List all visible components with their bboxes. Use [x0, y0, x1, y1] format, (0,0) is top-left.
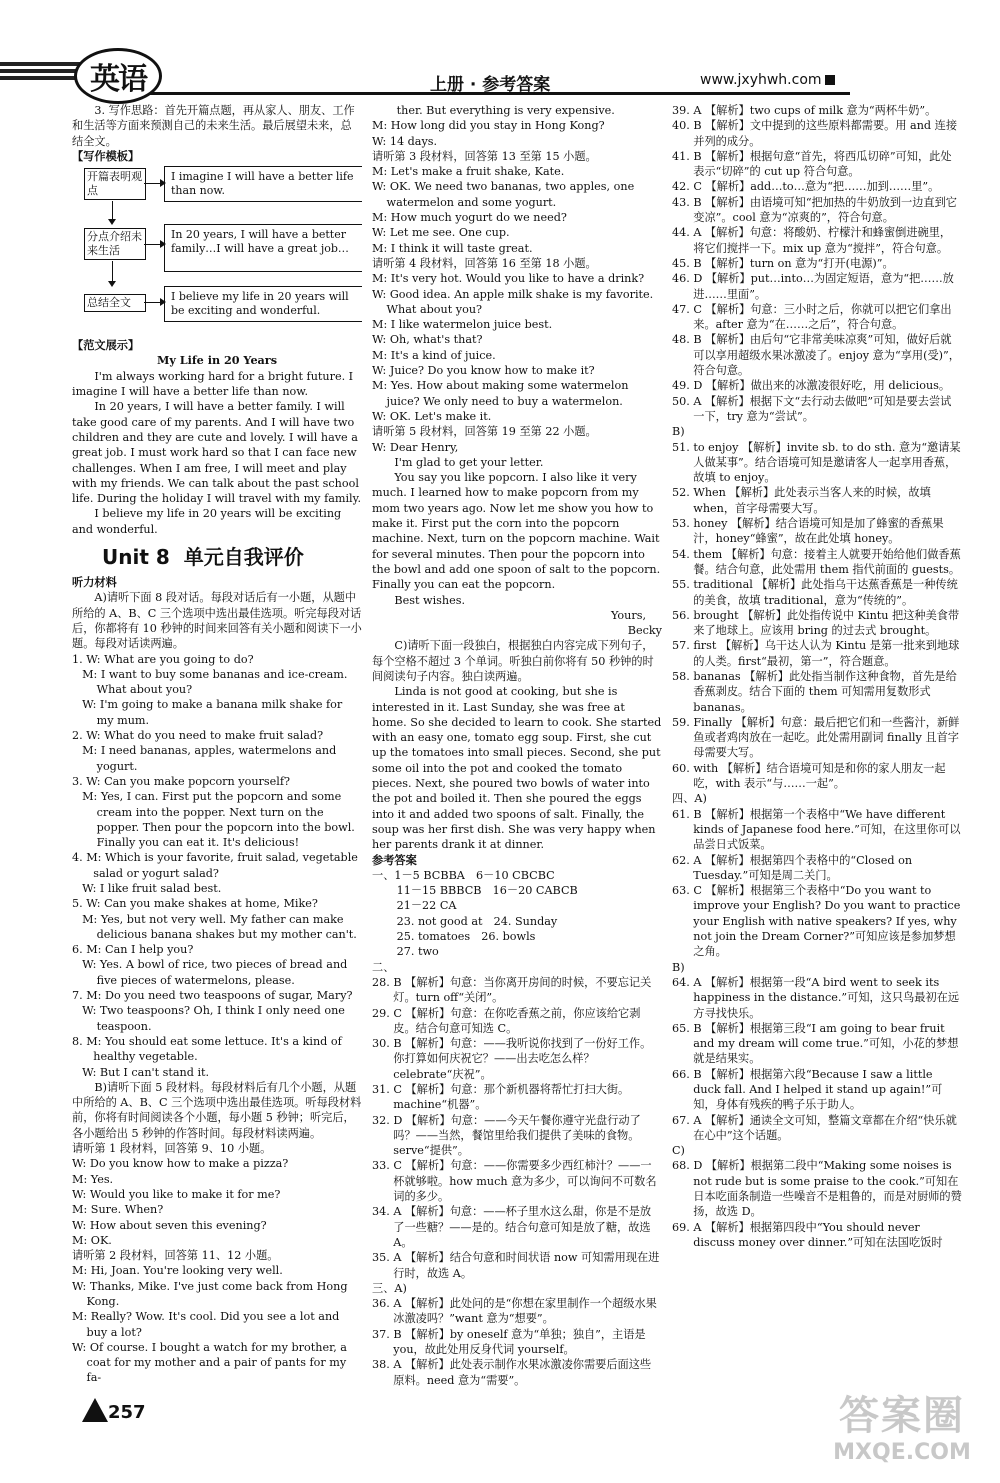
answer-item: 40. B 【解析】文中提到的这些原料都需要。用 and 连接并列的成分。 [672, 119, 958, 148]
listening-label: 听力材料 [72, 575, 117, 590]
letter-paragraph: You say you like popcorn. I also like it very much. I learned how to make popcorn from my mom two years ago. Now let me show you how to make it. First put the corn into the popcorn machine. Next, turn on the popcorn machine. Wait for several minutes. Then pour the popcorn into the bowl and add one spoon of salt to the popcorn. Finally you can eat the popcorn. [372, 471, 661, 592]
answer-item: 52. When 【解析】此处表示当客人来的时候，故填 when，首字母需要大写。 [672, 486, 931, 515]
part-a-intro: A)请听下面 8 段对话。每段对话后有一小题，从题中所给的 A、B、C 三个选项中选出最佳选项。听完每段对话后，你都将有 10 秒钟的时间来回答有关小题和阅读下一小题。每段对话读两遍。 [72, 591, 362, 651]
arrow-right-icon [144, 183, 164, 184]
square-icon [825, 75, 835, 85]
dialogue-line: W: Thanks, Mike. I've just come back from Hong Kong. [72, 1279, 348, 1308]
answer-line: 11－15 BBBCB 16－20 CABCB [396, 884, 578, 898]
answer-item: 36. A 【解析】此处问的是“你想在家里制作一个超级水果冰激凌吗？”want 意为“想要”。 [372, 1297, 657, 1326]
writing-idea: 3. 写作思路：首先开篇点题，再从家人、朋友、工作和生活等方面来预测自己的未来生活。最后展望未来，总结全文。 [72, 104, 355, 148]
letter-paragraph: I'm glad to get your letter. [394, 455, 544, 469]
answer-item: 43. B 【解析】由语境可知“把加热的牛奶放到一边直到它变凉”。cool 意为“凉爽的”，符合句意。 [672, 195, 957, 225]
answer-line: 21－22 CA [396, 899, 457, 913]
section-label: C) [672, 1144, 685, 1158]
material-intro: 请听第 1 段材料，回答第 9、10 小题。 [72, 1142, 272, 1156]
dialogue-line: W: How about seven this evening? [72, 1218, 267, 1232]
dialogue-line: 2. W: What do you need to make fruit salad? [72, 729, 324, 743]
dialogue-line: M: Yes, I can. First put the popcorn and some cream into the popper. Next turn on the popper. Then pour the popcorn into the bowl. Finally you can eat it. It's delicious! [82, 790, 355, 850]
section-label: B) [672, 960, 685, 974]
answer-item: 39. A 【解析】two cups of milk 意为“两杯牛奶”。 [672, 104, 937, 117]
part-b-intro: B)请听下面 5 段材料。每段材料后有几个小题，从题中所给的 A、B、C 三个选项中选出最佳选项。听每段材料前，你将有时间阅读各个小题，每小题 5 秒钟；听完后，各小题给出 5 秒钟的作答时间。每段材料读两遍。 [72, 1080, 362, 1140]
column-1 [72, 103, 362, 1386]
template-left-2: 分点介绍未来生活 [84, 228, 146, 260]
watermark-text: 答案圈 [839, 1393, 965, 1439]
answer-item: 31. C 【解析】句意：那个新机器将帮忙打扫大街。machine“机器”。 [372, 1083, 630, 1112]
dialogue-line: M: It's very hot. Would you like to have a drink? [372, 272, 645, 286]
template-right-2: In 20 years, I will have a better family…I will have a great job… [164, 224, 362, 272]
dialogue-line: M: Hi, Joan. You're looking very well. [72, 1264, 283, 1278]
answer-line: 一、1－5 BCBBA 6－10 CBCBC [372, 868, 555, 882]
letter-greeting: W: Dear Henry, [372, 440, 459, 454]
part-c-intro: C)请听下面一段独白，根据独白内容完成下列句子，每个空格不超过 3 个单词。听独白前你将有 50 秒钟的时间阅读句子内容。独白读两遍。 [372, 639, 654, 683]
dialogue-line: W: Of course. I bought a watch for my brother, a coat for my mother and a pair of pants for my fa- [72, 1340, 347, 1385]
writing-template [72, 166, 362, 334]
dialogue-line: M: Really? Wow. It's cool. Did you see a lot and buy a lot? [72, 1310, 340, 1339]
answer-item: 65. B 【解析】根据第三段“I am going to bear fruit and my dream will come true.”可知，小花的梦想就是结果实。 [672, 1021, 959, 1066]
answer-item: 63. C 【解析】根据第三个表格中“Do you want to improve your English? Do you want to practice your English with native speakers? If yes, why not join the Dream Corner?”可知应该是参加梦想之角。 [672, 884, 961, 959]
answer-item: 45. B 【解析】turn on 意为“打开(电源)”。 [672, 256, 894, 270]
template-label: 【写作模板】 [72, 148, 140, 163]
answer-item: 66. B 【解析】根据第六段“Because I saw a little duck fall. And I helped it stand up again!”可知，身体有残疾的鸭子乐于助人。 [672, 1067, 943, 1112]
section-label: B) [672, 425, 685, 439]
answer-item: 42. C 【解析】add…to…意为“把……加到……里”。 [672, 180, 940, 194]
arrow-right-icon [144, 302, 164, 303]
answer-item: 33. C 【解析】句意：——你需要多少西红柿汁？——一杯就够啦。how much 意为多少，可以询问不可数名词的多少。 [372, 1159, 657, 1204]
answer-item: 57. first 【解析】乌干达人认为 Kintu 是第一批来到地球的人类。first“最初，第一”，符合题意。 [672, 639, 960, 668]
letter-yours: Yours, [611, 608, 646, 622]
answer-item: 58. bananas 【解析】此处指当制作这种食物，首先是给香蕉剥皮。结合下面的 them 可知需用复数形式 bananas。 [672, 669, 957, 714]
dialogue-line: M: I think it will taste great. [372, 241, 533, 255]
section-label: 三、A) [372, 1281, 407, 1295]
material-intro: 请听第 5 段材料，回答第 19 至第 22 小题。 [372, 425, 597, 439]
dialogue-line: 4. M: Which is your favorite, fruit salad, vegetable salad or yogurt salad? [72, 851, 358, 880]
answer-item: 34. A 【解析】句意：——杯子里水这么甜，你是不是放了一些糖？——是的。结合句意可知是放了糖，故选 A。 [372, 1205, 652, 1249]
dialogue-line: W: OK. Let's make it. [372, 409, 492, 423]
answer-item: 59. Finally 【解析】句意：最后把它们和一些酱汁，新鲜鱼或者鸡肉放在一起吃。此处需用副词 finally 且首字母需要大写。 [672, 715, 960, 760]
watermark-domain: MXQE.COM [833, 1440, 971, 1465]
dialogue-line: W: But I can't stand it. [82, 1065, 210, 1079]
answer-item: 61. B 【解析】根据第一个表格中“We have different kinds of Japanese food here.”可知，在这里你可以品尝日式饭菜。 [672, 807, 961, 852]
answer-item: 55. traditional 【解析】此处指乌干达蕉香蕉是一种传统的美食，故填 traditional，意为“传统的”。 [672, 578, 958, 607]
dialogue-line: M: Let's make a fruit shake, Kate. [372, 165, 565, 179]
material-intro: 请听第 4 段材料，回答第 16 至第 18 小题。 [372, 256, 597, 270]
essay-paragraph: I'm always working hard for a bright future. I imagine I will have a better life than now. [72, 369, 354, 399]
answer-item: 54. them 【解析】句意：接着主人就要开始给他们做香蕉餐。结合句意，此处需用 them 指代前面的 guests。 [672, 547, 961, 576]
unit-subtitle: 单元自我评价 [183, 545, 304, 570]
dialogue-line: M: OK. [72, 1233, 112, 1247]
answer-item: 60. with 【解析】结合语境可知是和你的家人朋友一起吃，with 表示“与……一起”。 [672, 761, 946, 791]
answer-item: 48. B 【解析】由后句“它非常美味凉爽”可知，做好后就可以享用超级水果冰激凌了。enjoy 意为“享用(受)”，符合句意。 [672, 333, 960, 378]
answer-item: 30. B 【解析】句意：——我听说你找到了一份好工作。你打算如何庆祝它？——出去吃怎么样？celebrate“庆祝”。 [372, 1037, 652, 1081]
dialogue-line: W: Would you like to make it for me? [72, 1187, 281, 1201]
answer-item: 69. A 【解析】根据第四段中“You should never discuss money over dinner.”可知在法国吃饭时 [672, 1220, 943, 1249]
answers-label: 参考答案 [372, 852, 417, 867]
dialogue-line: W: Good idea. An apple milk shake is my favorite. What about you? [372, 287, 654, 316]
dialogue-line: M: I want to buy some bananas and ice-cream. What about you? [82, 667, 348, 697]
answer-item: 35. A 【解析】结合句意和时间状语 now 可知需用现在进行时，故选 A。 [372, 1251, 660, 1280]
subject-logo: 英语 [74, 48, 162, 104]
material-intro: 请听第 2 段材料，回答第 11、12 小题。 [72, 1249, 279, 1263]
answer-item: 32. D 【解析】句意：——今天午餐你遵守光盘行动了吗？——当然，餐馆里给我们提供了美味的食物。serve“提供”。 [372, 1113, 641, 1158]
dialogue-line: W: Do you know how to make a pizza? [72, 1157, 289, 1171]
answer-item: 68. D 【解析】根据第二段中“Making some noises is not rude but is some praise to the cook.”可知在日本吃面条制造一些噪音不是粗鲁的，而是对厨师的赞扬，故选 D。 [672, 1159, 962, 1219]
answer-item: 46. D 【解析】put…into…为固定短语，意为“把……放进……里面”。 [672, 272, 954, 301]
dialogue-line: 1. W: What are you going to do? [72, 652, 254, 666]
answer-item: 38. A 【解析】此处表示制作水果冰激凌你需要后面这些原料。need 意为“需要”。 [372, 1358, 652, 1387]
dialogue-line: W: Oh, what's that? [372, 333, 483, 347]
template-left-3: 总结全文 [84, 294, 146, 312]
answer-item: 47. C 【解析】句意：三小时之后，你就可以把它们拿出来。after 意为“在……之后”，符合句意。 [672, 302, 952, 332]
answer-item: 44. A 【解析】句意：将酸奶、柠檬汁和蜂蜜倒进碗里，将它们搅拌一下。mix up 意为“搅拌”，符合句意。 [672, 226, 952, 255]
page-header [0, 0, 1000, 100]
dialogue-line: M: Yes, but not very well. My father can make delicious banana shakes but my mother can't. [82, 912, 357, 941]
page-number: 257 [108, 1402, 146, 1423]
header-stripes [0, 62, 80, 86]
dialogue-line: 7. M: Do you need two teaspoons of sugar, Mary? [72, 989, 353, 1003]
sample-label: 【范文展示】 [72, 338, 140, 353]
dialogue-line: W: Two teaspoons? Oh, I think I only need one teaspoon. [82, 1004, 345, 1033]
dialogue-line: M: Yes. How about making some watermelon juice? We only need to buy a watermelon. [372, 379, 629, 408]
dialogue-line: M: Yes. [72, 1172, 114, 1186]
watermark [812, 1392, 992, 1480]
header-title: 上册 · 参考答案 [430, 75, 551, 95]
dialogue-line: ther. But everything is very expensive. [396, 104, 615, 117]
answer-item: 50. A 【解析】根据下文“去行动去做吧”可知是要去尝试一下，try 意为“尝试”。 [672, 394, 952, 423]
arrow-down-icon [112, 261, 113, 285]
dialogue-line: M: How much yogurt do we need? [372, 211, 567, 225]
dialogue-line: M: I like watermelon juice best. [372, 318, 553, 332]
essay-title: My Life in 20 Years [156, 353, 278, 368]
dialogue-line: W: I'm going to make a banana milk shake for my mum. [82, 698, 343, 727]
answer-line: 27. two [396, 945, 439, 959]
answer-item: 56. brought 【解析】此处指传说中 Kintu 把这种美食带来了地球上。应该用 bring 的过去式 brought。 [672, 608, 960, 638]
answer-line: 25. tomatoes 26. bowls [396, 930, 536, 944]
dialogue-line: M: It's a kind of juice. [372, 348, 496, 362]
dialogue-line: W: I like fruit salad best. [82, 881, 222, 895]
section-label: 四、A) [672, 792, 707, 806]
dialogue-line: W: Let me see. One cup. [372, 226, 510, 240]
answer-item: 51. to enjoy 【解析】invite sb. to do sth. 意为“邀请某人做某事”。结合语境可知是邀请客人一起享用香蕉，故填 to enjoy。 [672, 440, 961, 485]
header-url [700, 72, 835, 88]
dialogue-line: W: OK. We need two bananas, two apples, one watermelon and some yogurt. [372, 180, 635, 209]
template-left-1: 开篇表明观点 [84, 168, 146, 200]
column-3 [672, 103, 962, 1250]
section-label: 二、 [372, 960, 395, 974]
essay-paragraph: In 20 years, I will have a better family. I will take good care of my parents. And I will have two children and they are cute and lovely. I will have a great job. I must work hard so that I can face new challenges. When I am free, I will meet and play with my friends. We can talk about the past school life. During the holiday I will travel with my family. [72, 400, 362, 506]
monologue: Linda is not good at cooking, but she is interested in it. Last Sunday, she was free at home. So she decided to learn to cook. She started with an easy one, tomato egg soup. First, she cut up the tomatoes into small pieces. Second, she put some oil into the pot and cooked the tomato pieces. Next, she poured two bowls of water into the pot and boiled it. Then she poured the eggs into it and added two spoons of salt. Finally, the soup was her first dish. She was very happy when her parents drank it at dinner. [372, 685, 662, 852]
column-2 [372, 103, 662, 1388]
dialogue-line: 3. W: Can you make popcorn yourself? [72, 774, 290, 788]
answer-item: 53. honey 【解析】结合语境可知是加了蜂蜜的香蕉果汁，honey“蜂蜜”，故在此处填 honey。 [672, 517, 944, 546]
unit-number: Unit 8 [102, 545, 170, 570]
material-intro: 请听第 3 段材料，回答第 13 至第 15 小题。 [372, 149, 597, 163]
arrow-down-icon [112, 201, 113, 223]
answer-item: 37. B 【解析】by oneself 意为“单独；独自”，主语是 you，故此处用反身代词 yourself。 [372, 1327, 646, 1357]
answer-item: 28. B 【解析】句意：当你离开房间的时候，不要忘记关灯。turn off“关闭”。 [372, 975, 652, 1005]
dialogue-line: 5. W: Can you make shakes at home, Mike? [72, 897, 318, 911]
dialogue-line: M: Sure. When? [72, 1203, 164, 1217]
sailboat-icon [82, 1398, 108, 1422]
dialogue-line: W: Yes. A bowl of rice, two pieces of bread and five pieces of watermelons, please. [82, 958, 348, 987]
header-url-text: www.jxyhwh.com [700, 72, 822, 88]
dialogue-line: 8. M: You should eat some lettuce. It's a kind of healthy vegetable. [72, 1034, 342, 1064]
letter-closing: Best wishes. [394, 593, 466, 607]
essay-paragraph: I believe my life in 20 years will be exciting and wonderful. [72, 507, 342, 536]
dialogue-line: M: How long did you stay in Hong Kong? [372, 119, 605, 133]
answer-item: 49. D 【解析】做出来的冰激凌很好吃，用 delicious。 [672, 379, 951, 393]
arrow-right-icon [144, 244, 164, 245]
answer-item: 41. B 【解析】根据句意“首先，将西瓜切碎”可知，此处表示“切碎”的 cut up 符合句意。 [672, 149, 952, 179]
dialogue-line: W: 14 days. [372, 134, 438, 148]
answer-item: 67. A 【解析】通读全文可知，整篇文章都在介绍“快乐就在心中”这个话题。 [672, 1113, 957, 1142]
answer-item: 62. A 【解析】根据第四个表格中的“Closed on Tuesday.”可知是周二关门。 [672, 853, 913, 882]
template-right-1: I imagine I will have a better life than now. [164, 166, 362, 202]
template-right-3: I believe my life in 20 years will be exciting and wonderful. [164, 286, 362, 322]
unit-title [102, 543, 362, 571]
answer-line: 23. not good at 24. Sunday [396, 914, 558, 928]
letter-signature: Becky [627, 624, 662, 638]
dialogue-line: M: I need bananas, apples, watermelons and yogurt. [82, 744, 337, 773]
answer-item: 64. A 【解析】根据第一段“A bird went to seek its happiness in the distance.”可知，这只鸟最初在远方寻找快乐。 [672, 975, 960, 1020]
answer-item: 29. C 【解析】句意：在你吃香蕉之前，你应该给它剥皮。结合句意可知选 C。 [372, 1006, 641, 1035]
dialogue-line: 6. M: Can I help you? [72, 943, 194, 957]
dialogue-line: W: Juice? Do you know how to make it? [372, 364, 595, 378]
